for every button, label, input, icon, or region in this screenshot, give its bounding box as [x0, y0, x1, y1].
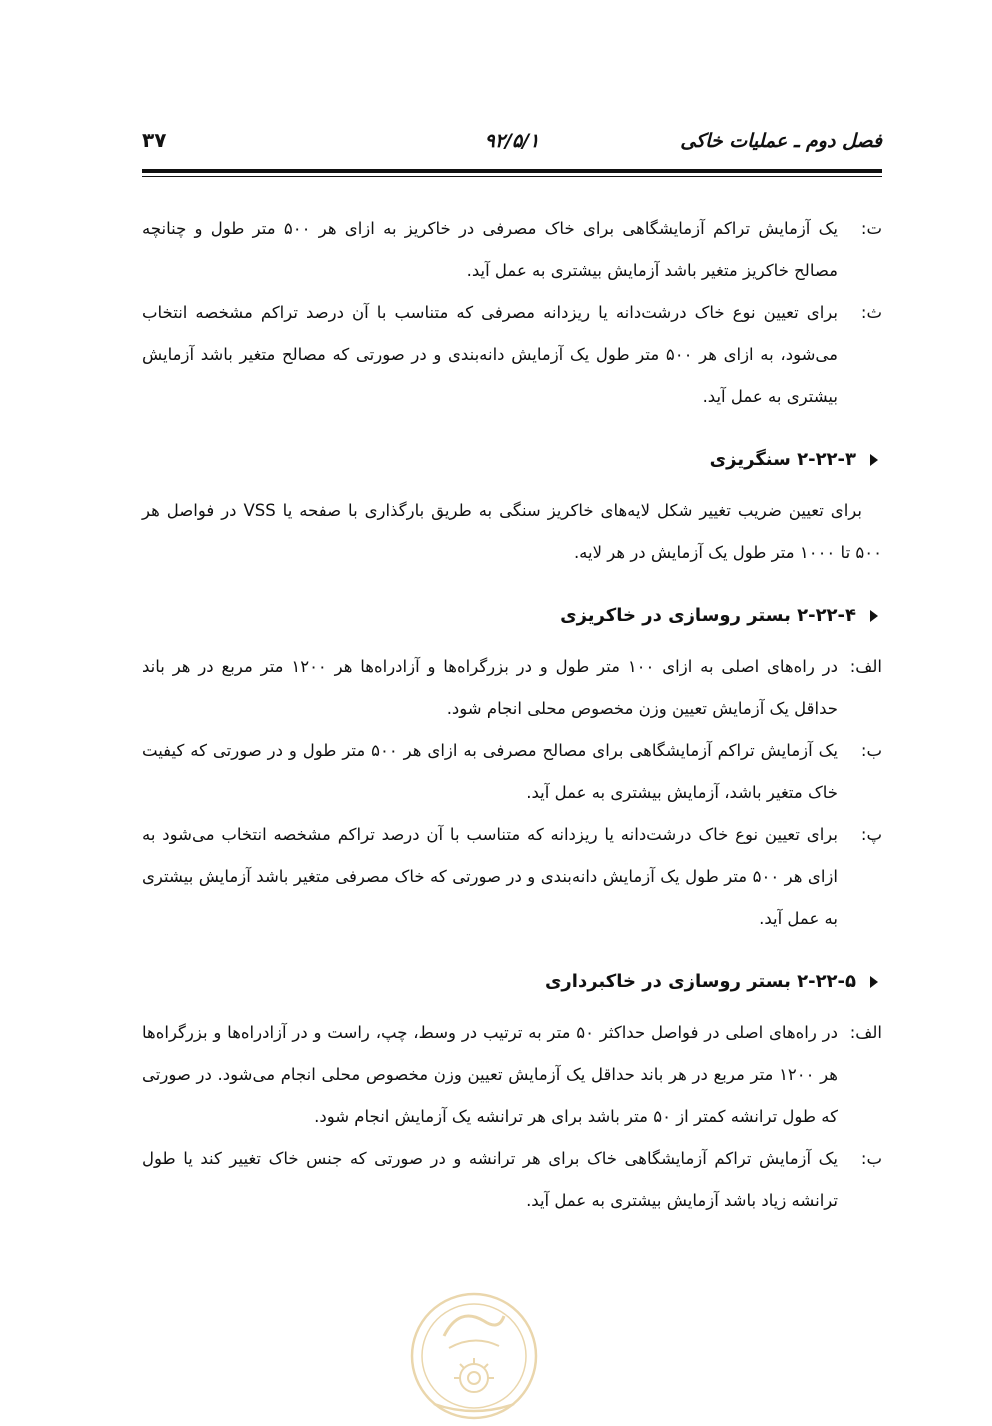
list-item-marker: الف:	[849, 657, 882, 676]
list-item	[142, 208, 882, 292]
section-heading	[142, 962, 882, 1002]
section-heading-text: ۲-۲۲-۴ بستر روسازی در خاکریزی	[560, 605, 856, 626]
list-item-text: در راه‌های اصلی در فواصل حداکثر ۵۰ متر به ترتیب در وسط، چپ، راست و در آزادراه‌ها و بزرگراه‌ها هر ۱۲۰۰ متر مربع در هر باند حداقل یک آزمایش تعیین وزن مخصوص محلی انجام می‌شود. در صورتی که طول ترانشه کمتر از ۵۰ متر باشد برای هر ترانشه یک آزمایش انجام شود.	[142, 1023, 838, 1126]
list-item-text: یک آزمایش تراکم آزمایشگاهی برای مصالح مصرفی به ازای هر ۵۰۰ متر طول و در صورتی که کیفیت خاک متغیر باشد، آزمایش بیشتری به عمل آید.	[142, 741, 838, 802]
list-item	[142, 1138, 882, 1222]
list-item-marker: ت:	[860, 219, 882, 238]
list-item	[142, 292, 882, 418]
page-number: ۳۷	[142, 128, 167, 152]
triangle-bullet-icon	[870, 610, 878, 622]
list-item	[142, 1012, 882, 1138]
list-item-marker: ب:	[860, 1149, 882, 1168]
list-item-text: یک آزمایش تراکم آزمایشگاهی خاک برای هر ترانشه و در صورتی که جنس خاک تغییر کند یا طول ترانشه زیاد باشد آزمایش بیشتری به عمل آید.	[142, 1149, 838, 1210]
list-item	[142, 646, 882, 730]
section-paragraph: برای تعیین ضریب تغییر شکل لایه‌های خاکریز سنگی به طریق بارگذاری با صفحه یا VSS در فواصل هر ۵۰۰ تا ۱۰۰۰ متر طول یک آزمایش در هر لایه.	[142, 501, 882, 562]
list-item-marker: الف:	[849, 1023, 882, 1042]
section-heading-text: ۲-۲۲-۳ سنگریزی	[709, 449, 856, 470]
header-rule-thin	[142, 176, 882, 177]
list-item-text: برای تعیین نوع خاک درشت‌دانه یا ریزدانه که متناسب با آن درصد تراکم مشخصه انتخاب می‌شود به ازای هر ۵۰۰ متر طول یک آزمایش دانه‌بندی و در صورتی که خاک مصرفی متغیر باشد آزمایش بیشتری به عمل آید.	[142, 825, 838, 928]
list-item-text: برای تعیین نوع خاک درشت‌دانه یا ریزدانه مصرفی که متناسب با آن درصد تراکم مشخصه انتخاب می‌شود، به ازای هر ۵۰۰ متر طول یک آزمایش دانه‌بندی و در صورتی که مصالح متغیر باشد آزمایش بیشتری به عمل آید.	[142, 303, 839, 406]
seal-watermark-icon	[404, 1286, 544, 1426]
list-item	[142, 814, 882, 940]
section-heading-text: ۲-۲۲-۵ بستر روسازی در خاکبرداری	[544, 971, 856, 992]
list-item-text: یک آزمایش تراکم آزمایشگاهی برای خاک مصرفی در خاکریز به ازای هر ۵۰۰ متر طول و چنانچه مصالح خاکریز متغیر باشد آزمایش بیشتری به عمل آید.	[142, 219, 839, 280]
triangle-bullet-icon	[870, 976, 878, 988]
header-date: ۹۲/۵/۱	[484, 130, 540, 152]
list-item-text: در راه‌های اصلی به ازای ۱۰۰ متر طول و در بزرگراه‌ها و آزادراه‌ها هر ۱۲۰۰ متر مربع در هر باند حداقل یک آزمایش تعیین وزن مخصوص محلی انجام شود.	[142, 657, 838, 718]
list-item	[142, 730, 882, 814]
triangle-bullet-icon	[870, 454, 878, 466]
page-content	[142, 208, 882, 1222]
section-heading	[142, 440, 882, 480]
list-item-marker: ب:	[860, 741, 882, 760]
header-rule-thick	[142, 169, 882, 173]
list-item-marker: ث:	[860, 303, 882, 322]
page-header	[142, 124, 882, 164]
list-item-marker: پ:	[860, 825, 882, 844]
chapter-title: فصل دوم ـ عملیات خاکی	[680, 130, 882, 152]
section-heading	[142, 596, 882, 636]
